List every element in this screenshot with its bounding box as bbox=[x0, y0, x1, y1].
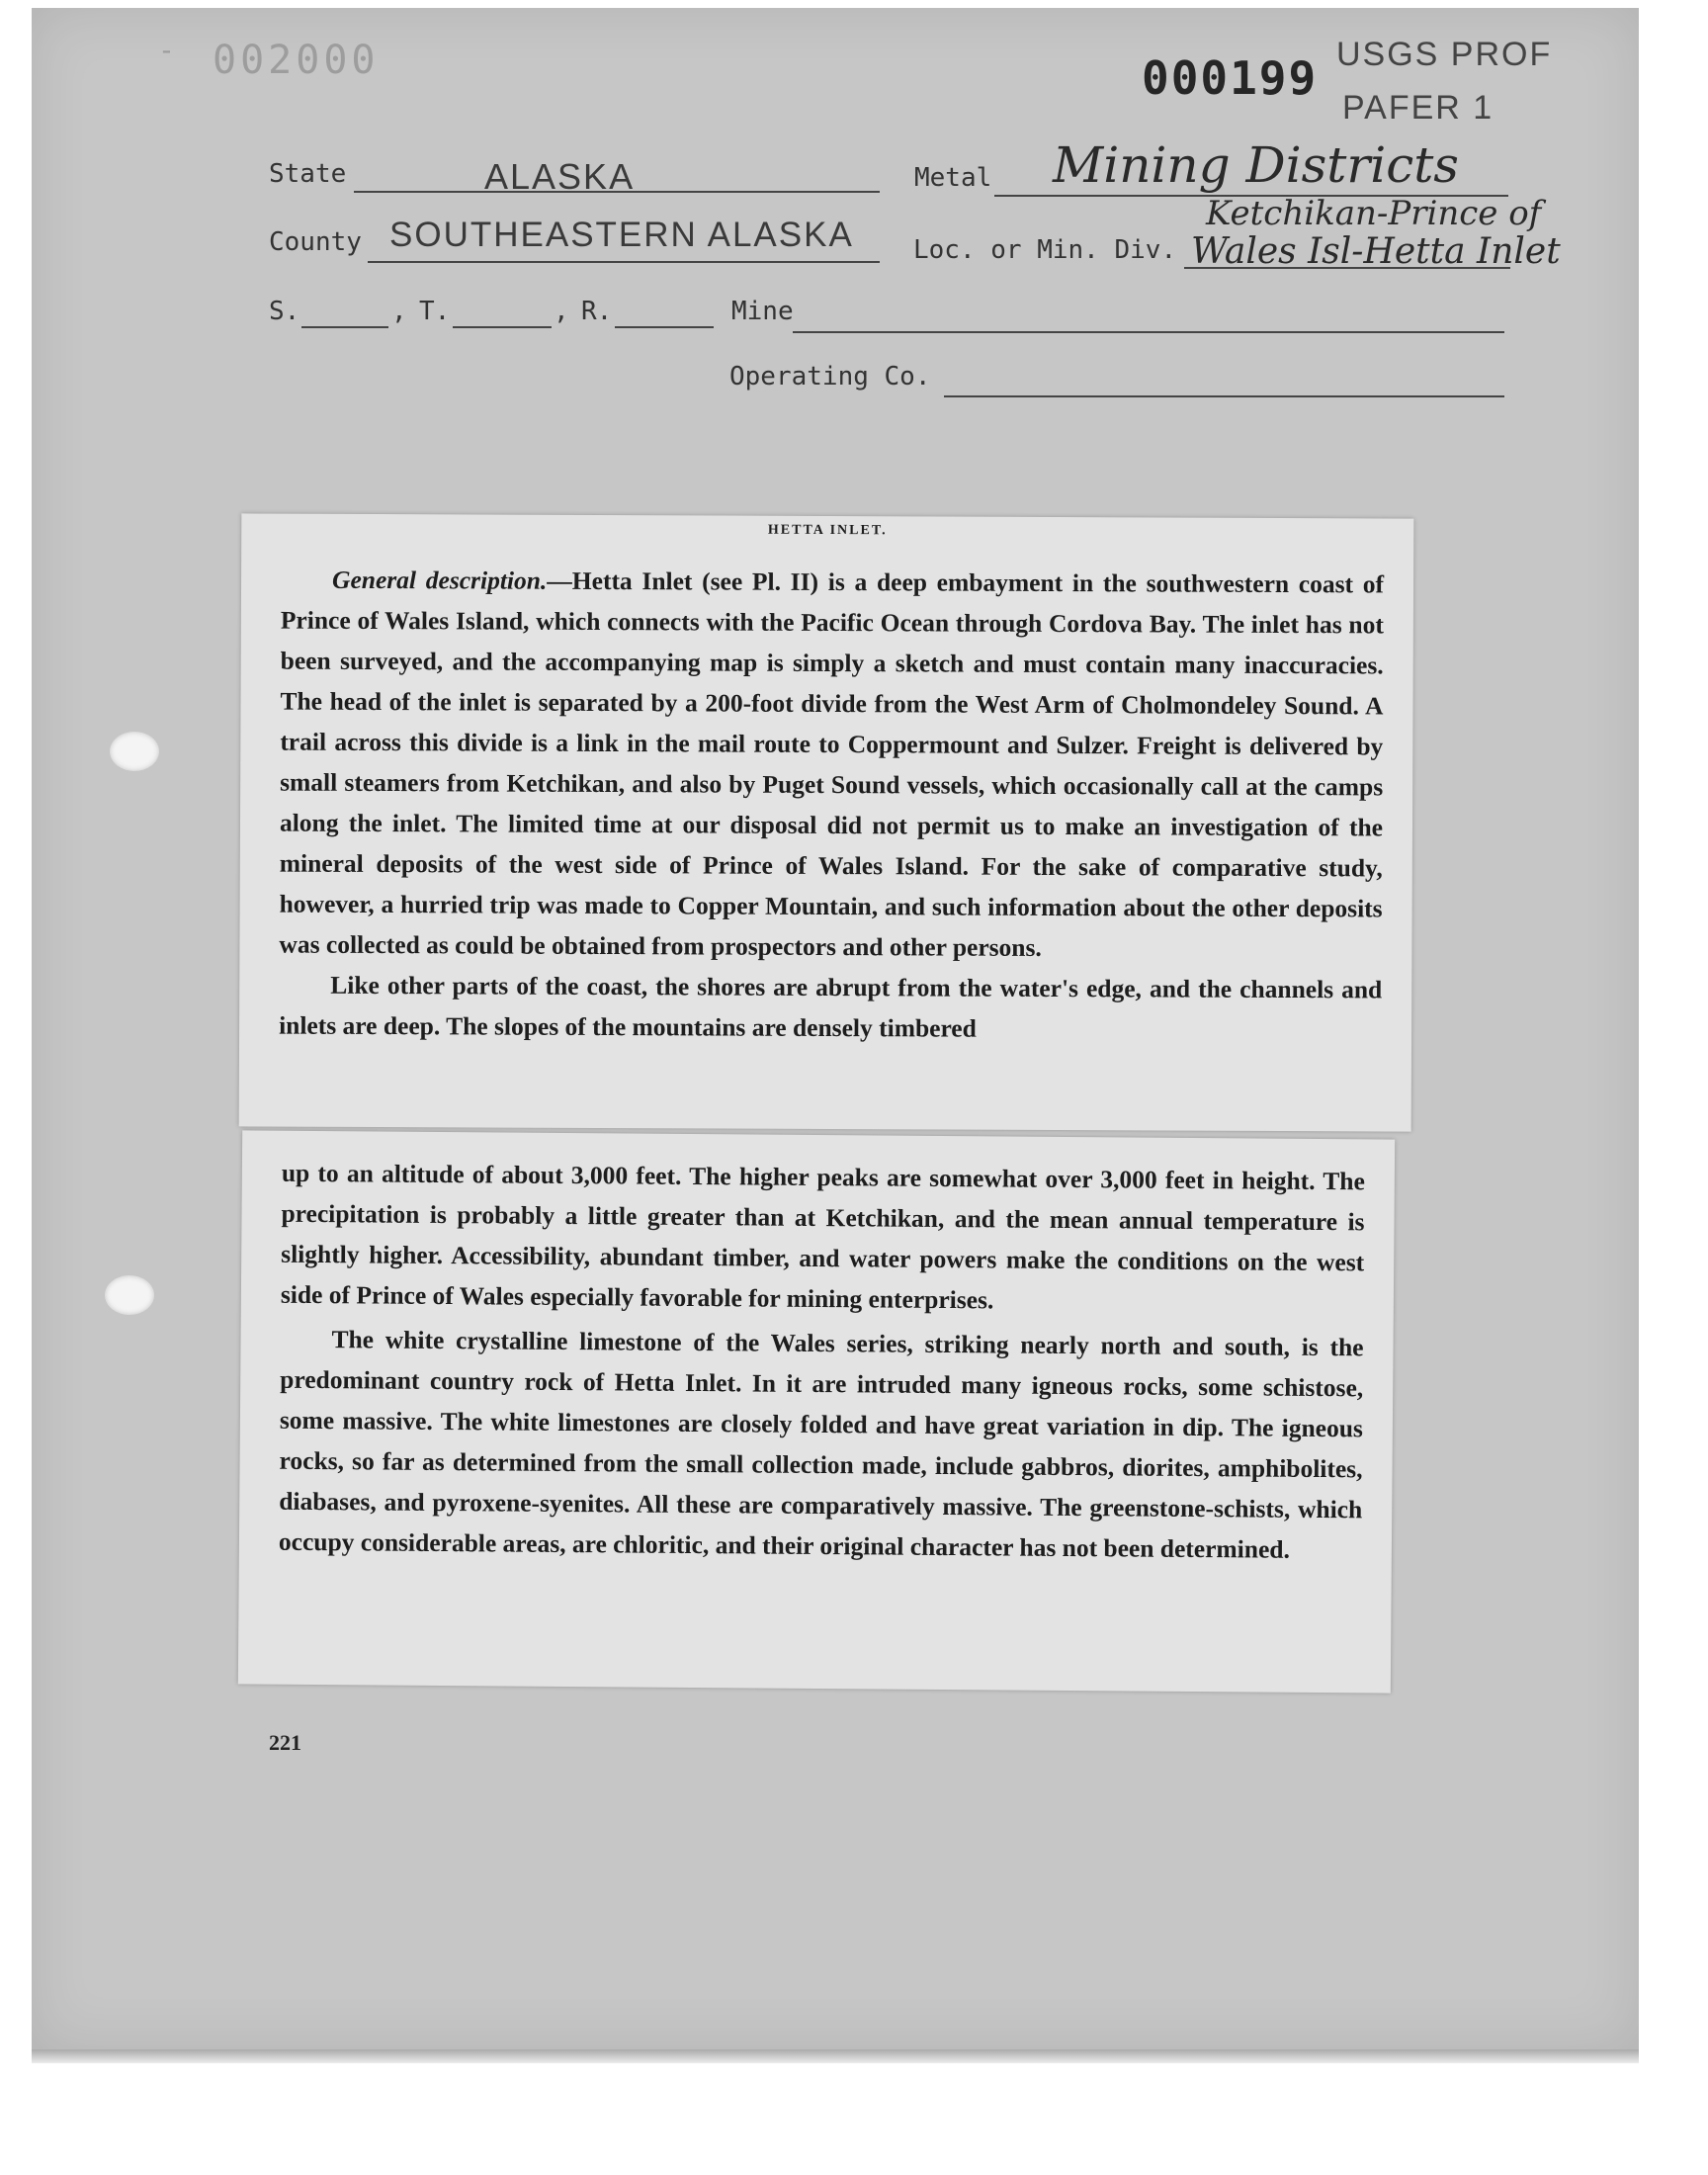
text-clipping-1 bbox=[239, 513, 1414, 1131]
paragraph-general-description bbox=[279, 560, 1384, 970]
metal-label: Metal bbox=[914, 163, 992, 193]
series-line-1: USGS PROF bbox=[1336, 36, 1553, 73]
paragraph-geology: The white crystalline limestone of the Wales series, striking nearly north and south, is the predominant country rock of Hetta Inlet. In it are intruded many igneous rocks, some schistose, some massive. The white limestones are closely folded and have great variation in dip. The igneous rocks, so far as determined from the small collection made, include gabbros, diorites, amphibolites, diabases, and pyroxene-syenites. All these are comparatively massive. The greenstone-schists, which occupy considerable areas, are chloritic, and their original character has not been determined. bbox=[278, 1325, 1364, 1564]
sep-comma-1: , bbox=[391, 297, 407, 326]
text-clipping-2 bbox=[238, 1130, 1395, 1693]
section-label: S. bbox=[269, 297, 300, 326]
clipping-2-text bbox=[279, 1153, 1365, 1571]
faint-stamp-number: 002000 bbox=[213, 38, 380, 83]
page-number: 221 bbox=[269, 1730, 301, 1755]
range-line bbox=[615, 326, 714, 328]
range-label: R. bbox=[581, 297, 613, 326]
metal-value: Mining Districts bbox=[1053, 136, 1459, 194]
operating-co-label: Operating Co. bbox=[729, 362, 931, 392]
township-line bbox=[453, 326, 552, 328]
loc-value-line1: Ketchikan-Prince of bbox=[1206, 194, 1542, 233]
sheet-edge-shadow bbox=[32, 2049, 1639, 2063]
series-stamp bbox=[1336, 28, 1552, 134]
state-value: ALASKA bbox=[484, 156, 636, 197]
operating-co-line bbox=[944, 395, 1504, 397]
county-label: County bbox=[269, 227, 362, 257]
mine-line bbox=[793, 331, 1504, 333]
loc-label: Loc. or Min. Div. bbox=[913, 235, 1177, 265]
sep-comma-2: , bbox=[554, 297, 569, 326]
state-label: State bbox=[269, 159, 347, 189]
clipping-1-text bbox=[279, 560, 1384, 1051]
faint-dash: - bbox=[158, 34, 175, 66]
paragraph-body: —Hetta Inlet (see Pl. II) is a deep embayment in the southwestern coast of Prince of Wales Island, which connects with the Pacific Ocean through Cordova Bay. The inlet has not been surveyed, and the accompanying map is simply a sketch and must contain many inaccuracies. The head of the inlet is separated by a 200-foot divide from the West Arm of Cholmondeley Sound. A trail across this divide is a link in the mail route to Coppermount and Sulzer. Freight is delivered by small steamers from Ketchikan, and also by Puget Sound vessels, which occasionally call at the camps along the inlet. The limited time at our disposal did not permit us to make an investigation of the mineral deposits of the west side of Prince of Wales Island. For the sake of comparative study, however, a hurried trip was made to Copper Mountain, and such information about the other deposits was collected as could be obtained from prospectors and other persons. bbox=[279, 566, 1385, 962]
mine-label: Mine bbox=[731, 297, 794, 326]
clipping-header: HETTA INLET. bbox=[767, 522, 888, 539]
document-number-stamp: 000199 bbox=[1142, 51, 1319, 105]
series-line-2: PAFER 1 bbox=[1342, 89, 1494, 127]
loc-value-line2: Wales Isl-Hetta Inlet bbox=[1191, 231, 1561, 272]
county-value: SOUTHEASTERN ALASKA bbox=[389, 216, 854, 254]
lead-in: General description. bbox=[332, 565, 548, 595]
paragraph-coast: Like other parts of the coast, the shores are abrupt from the water's edge, and the channels and inlets are deep. The slopes of the mountains are densely timbered bbox=[279, 970, 1383, 1043]
punch-hole-top bbox=[110, 732, 159, 771]
punch-hole-bottom bbox=[105, 1275, 154, 1315]
section-line bbox=[301, 326, 388, 328]
county-line bbox=[368, 261, 880, 263]
township-label: T. bbox=[419, 297, 451, 326]
paragraph-altitude: up to an altitude of about 3,000 feet. The higher peaks are somewhat over 3,000 feet in height. The precipitation is probably a little greater than at Ketchikan, and the mean annual temperature is slightly higher. Accessibility, abundant timber, and water powers make the conditions on the west side of Prince of Wales especially favorable for mining enterprises. bbox=[280, 1158, 1365, 1315]
